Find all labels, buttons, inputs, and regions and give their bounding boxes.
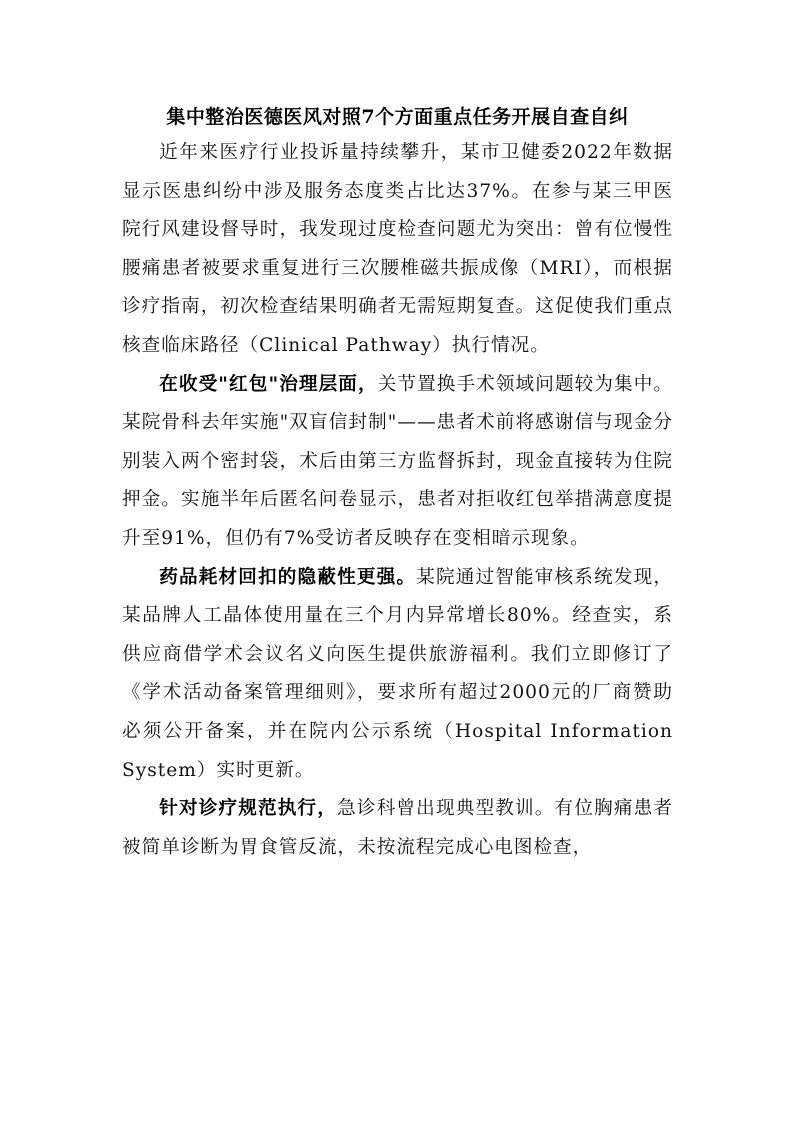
- paragraph-3-lead: 药品耗材回扣的隐蔽性更强。: [159, 566, 417, 588]
- document-title: 集中整治医德医风对照7个方面重点任务开展自查自纠: [166, 106, 629, 128]
- paragraph-2: [122, 366, 673, 559]
- paragraph-3: [122, 559, 673, 791]
- paragraph-1: [122, 134, 673, 366]
- paragraph-2-text: 关节置换手术领域问题较为集中。某院骨科去年实施"双盲信封制"——患者术前将感谢信与现金分别装入两个密封袋，术后由第三方监督拆封，现金直接转为住院押金。实施半年后匿名问卷显示，患者对拒收红包举措满意度提升至91%，但仍有7%受访者反映存在变相暗示现象。: [122, 373, 673, 549]
- paragraph-1-text: 近年来医疗行业投诉量持续攀升，某市卫健委2022年数据显示医患纠纷中涉及服务态度类占比达37%。在参与某三甲医院行风建设督导时，我发现过度检查问题尤为突出：曾有位慢性腰痛患者被要求重复进行三次腰椎磁共振成像（MRI），而根据诊疗指南，初次检查结果明确者无需短期复查。这促使我们重点核查临床路径（Clinical Pathway）执行情况。: [122, 142, 673, 356]
- paragraph-2-lead: 在收受"红包"治理层面，: [159, 373, 378, 395]
- paragraph-4-text: 急诊科曾出现典型教训。有位胸痛患者被简单诊断为胃食管反流，未按流程完成心电图检查，: [122, 798, 673, 858]
- paragraph-3-text: 某院通过智能审核系统发现，某品牌人工晶体使用量在三个月内异常增长80%。经查实，系供应商借学术会议名义向医生提供旅游福利。我们立即修订了《学术活动备案管理细则》，要求所有超过2000元的厂商赞助必须公开备案，并在院内公示系统（Hospital Information System）实时更新。: [122, 566, 673, 781]
- document-body: [122, 100, 673, 867]
- paragraph-4-lead: 针对诊疗规范执行，: [159, 798, 338, 820]
- paragraph-4: [122, 790, 673, 867]
